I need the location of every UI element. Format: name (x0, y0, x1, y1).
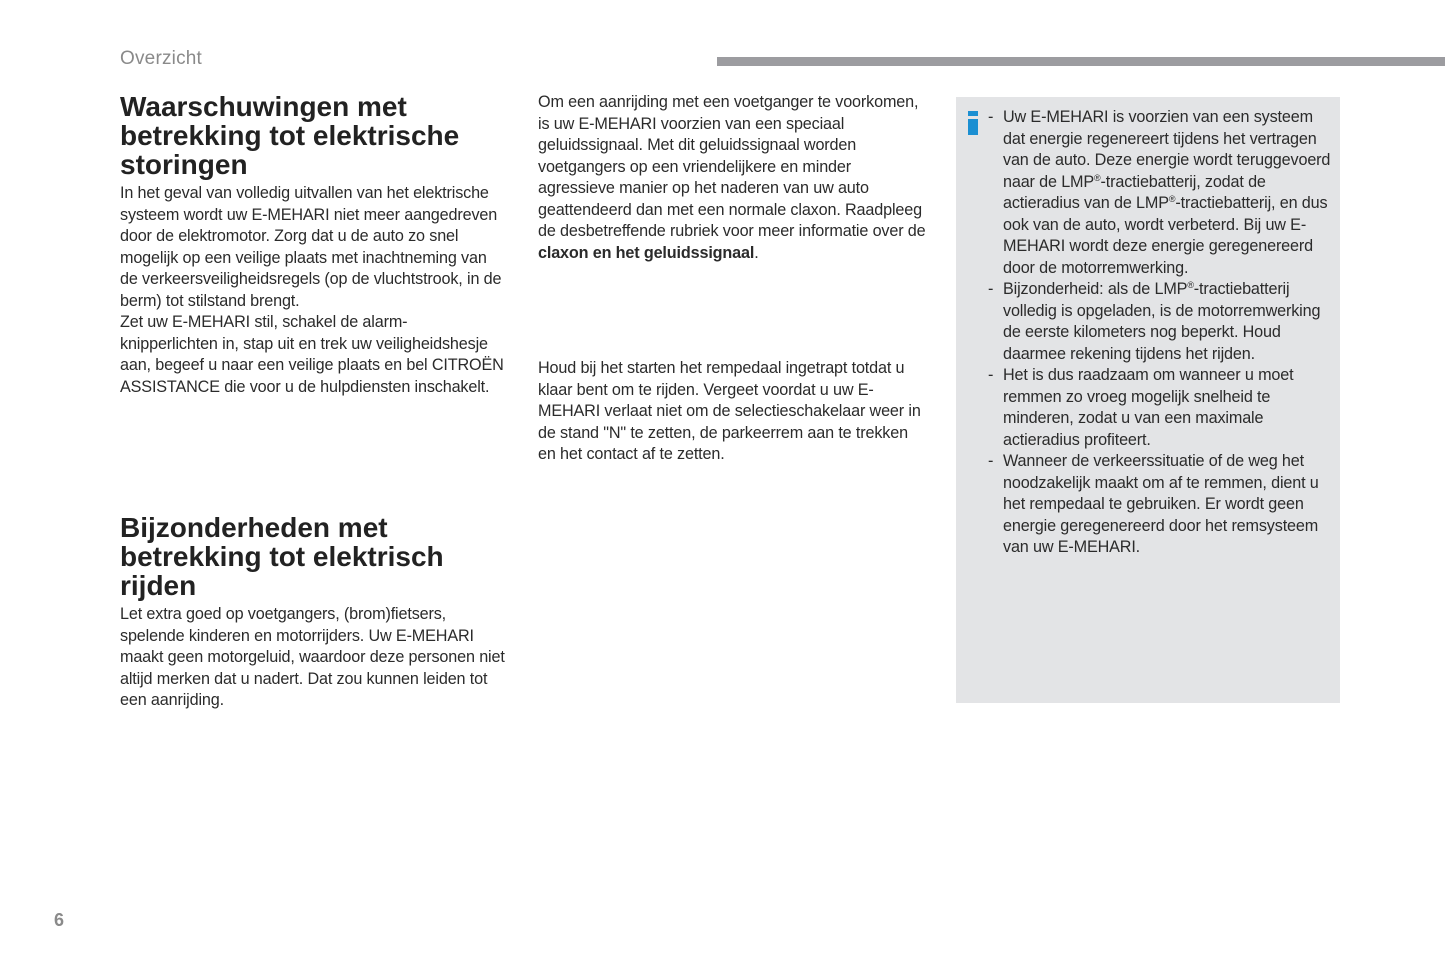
paragraph-electrical-failure: In het geval van volledig uitvallen van het elektrische systeem wordt uw E-MEHARI niet meer aangedreven door de elektromotor. Zorg dat u de auto zo snel mogelijk op een veilige plaats met inachtneming van de verkeersveiligheidsregels (op de vluchtstrook, in de berm) tot stilstand brengt. (120, 184, 502, 310)
header-accent-bar (717, 57, 1445, 66)
paragraph-starting: Houd bij het starten het rempedaal ingetrapt totdat u klaar bent om te rijden. Vergeet voordat u uw E-MEHARI verlaat niet om de selectieschakelaar weer in de stand "N" te zetten, de parkeerrem aan te trekken en het contact af te zetten. (538, 359, 921, 463)
info-icon (968, 111, 978, 135)
paragraph-sound-signal (538, 92, 926, 264)
dash: - (988, 452, 994, 470)
sound-signal-end: . (754, 243, 759, 262)
info-item-advice: - Het is dus raadzaam om wanneer u moet remmen zo vroeg mogelijk snelheid te minderen, zodat u van een maximale actieradius profiteert. (988, 366, 1294, 449)
paragraph-pedestrians: Let extra goed op voetgangers, (brom)fietsers, spelende kinderen en motorrijders. Uw E-MEHARI maakt geen motorgeluid, waardoor deze personen niet altijd merken dat u nadert. Dat zou kunnen leiden tot een aanrijding. (120, 605, 505, 709)
info-item-battery-full: - Bijzonderheid: als de LMP®-tractiebatterij volledig is opgeladen, is de motorremwerking de eerste kilometers nog beperkt. Houd daarmee rekening tijdens het rijden. (988, 280, 1321, 363)
middle-column-paragraph-1 (538, 92, 926, 264)
horn-reference-link[interactable]: claxon en het geluidssignaal (538, 243, 755, 262)
left-column-section-1 (120, 92, 505, 398)
dash: - (988, 108, 994, 126)
info-item-brake-pedal: - Wanneer de verkeerssituatie of de weg het noodzakelijk maakt om af te remmen, dient u het rempedaal te gebruiken. Er wordt geen energie geregenereerd door het remsysteem van uw E-MEHARI. (988, 452, 1319, 556)
dash: - (988, 280, 994, 298)
info-list (987, 107, 1335, 559)
section-label: Overzicht (120, 48, 203, 69)
heading-electrical-failures: Waarschuwingen met betrekking tot elektrische storingen (120, 91, 460, 180)
dash: - (988, 366, 994, 384)
middle-column-paragraph-2 (538, 358, 926, 466)
info-item-regeneration: - Uw E-MEHARI is voorzien van een systeem dat energie regenereert tijdens het vertragen van de auto. Deze energie wordt teruggevoerd naar de LMP®-tractiebatterij, zodat de actieradius van de LMP®-tractiebatterij, en dus ook van de auto, wordt verbeterd. Bij uw E-MEHARI wordt deze energie geregenereerd door de motorremwerking. (988, 108, 1331, 277)
info-box (956, 97, 1340, 703)
page-number: 6 (54, 910, 65, 930)
left-column-section-2 (120, 513, 505, 712)
heading-electric-driving: Bijzonderheden met betrekking tot elektrisch rijden (120, 512, 444, 601)
paragraph-assistance: Zet uw E-MEHARI stil, schakel de alarm-knipperlichten in, stap uit en trek uw veiligheidshesje aan, begeef u naar een veilige plaats en bel CITROËN ASSISTANCE die voor u de hulpdiensten inschakelt. (120, 313, 504, 396)
sound-signal-text: Om een aanrijding met een voetganger te voorkomen, is uw E-MEHARI voorzien van een speciaal geluidssignaal. Met dit geluidssignaal worden voetgangers op een vriendelijkere en minder agressieve manier op het naderen van uw auto geattendeerd dan met een normale claxon. Raadpleeg de desbetreffende rubriek voor meer informatie over de (538, 93, 926, 240)
